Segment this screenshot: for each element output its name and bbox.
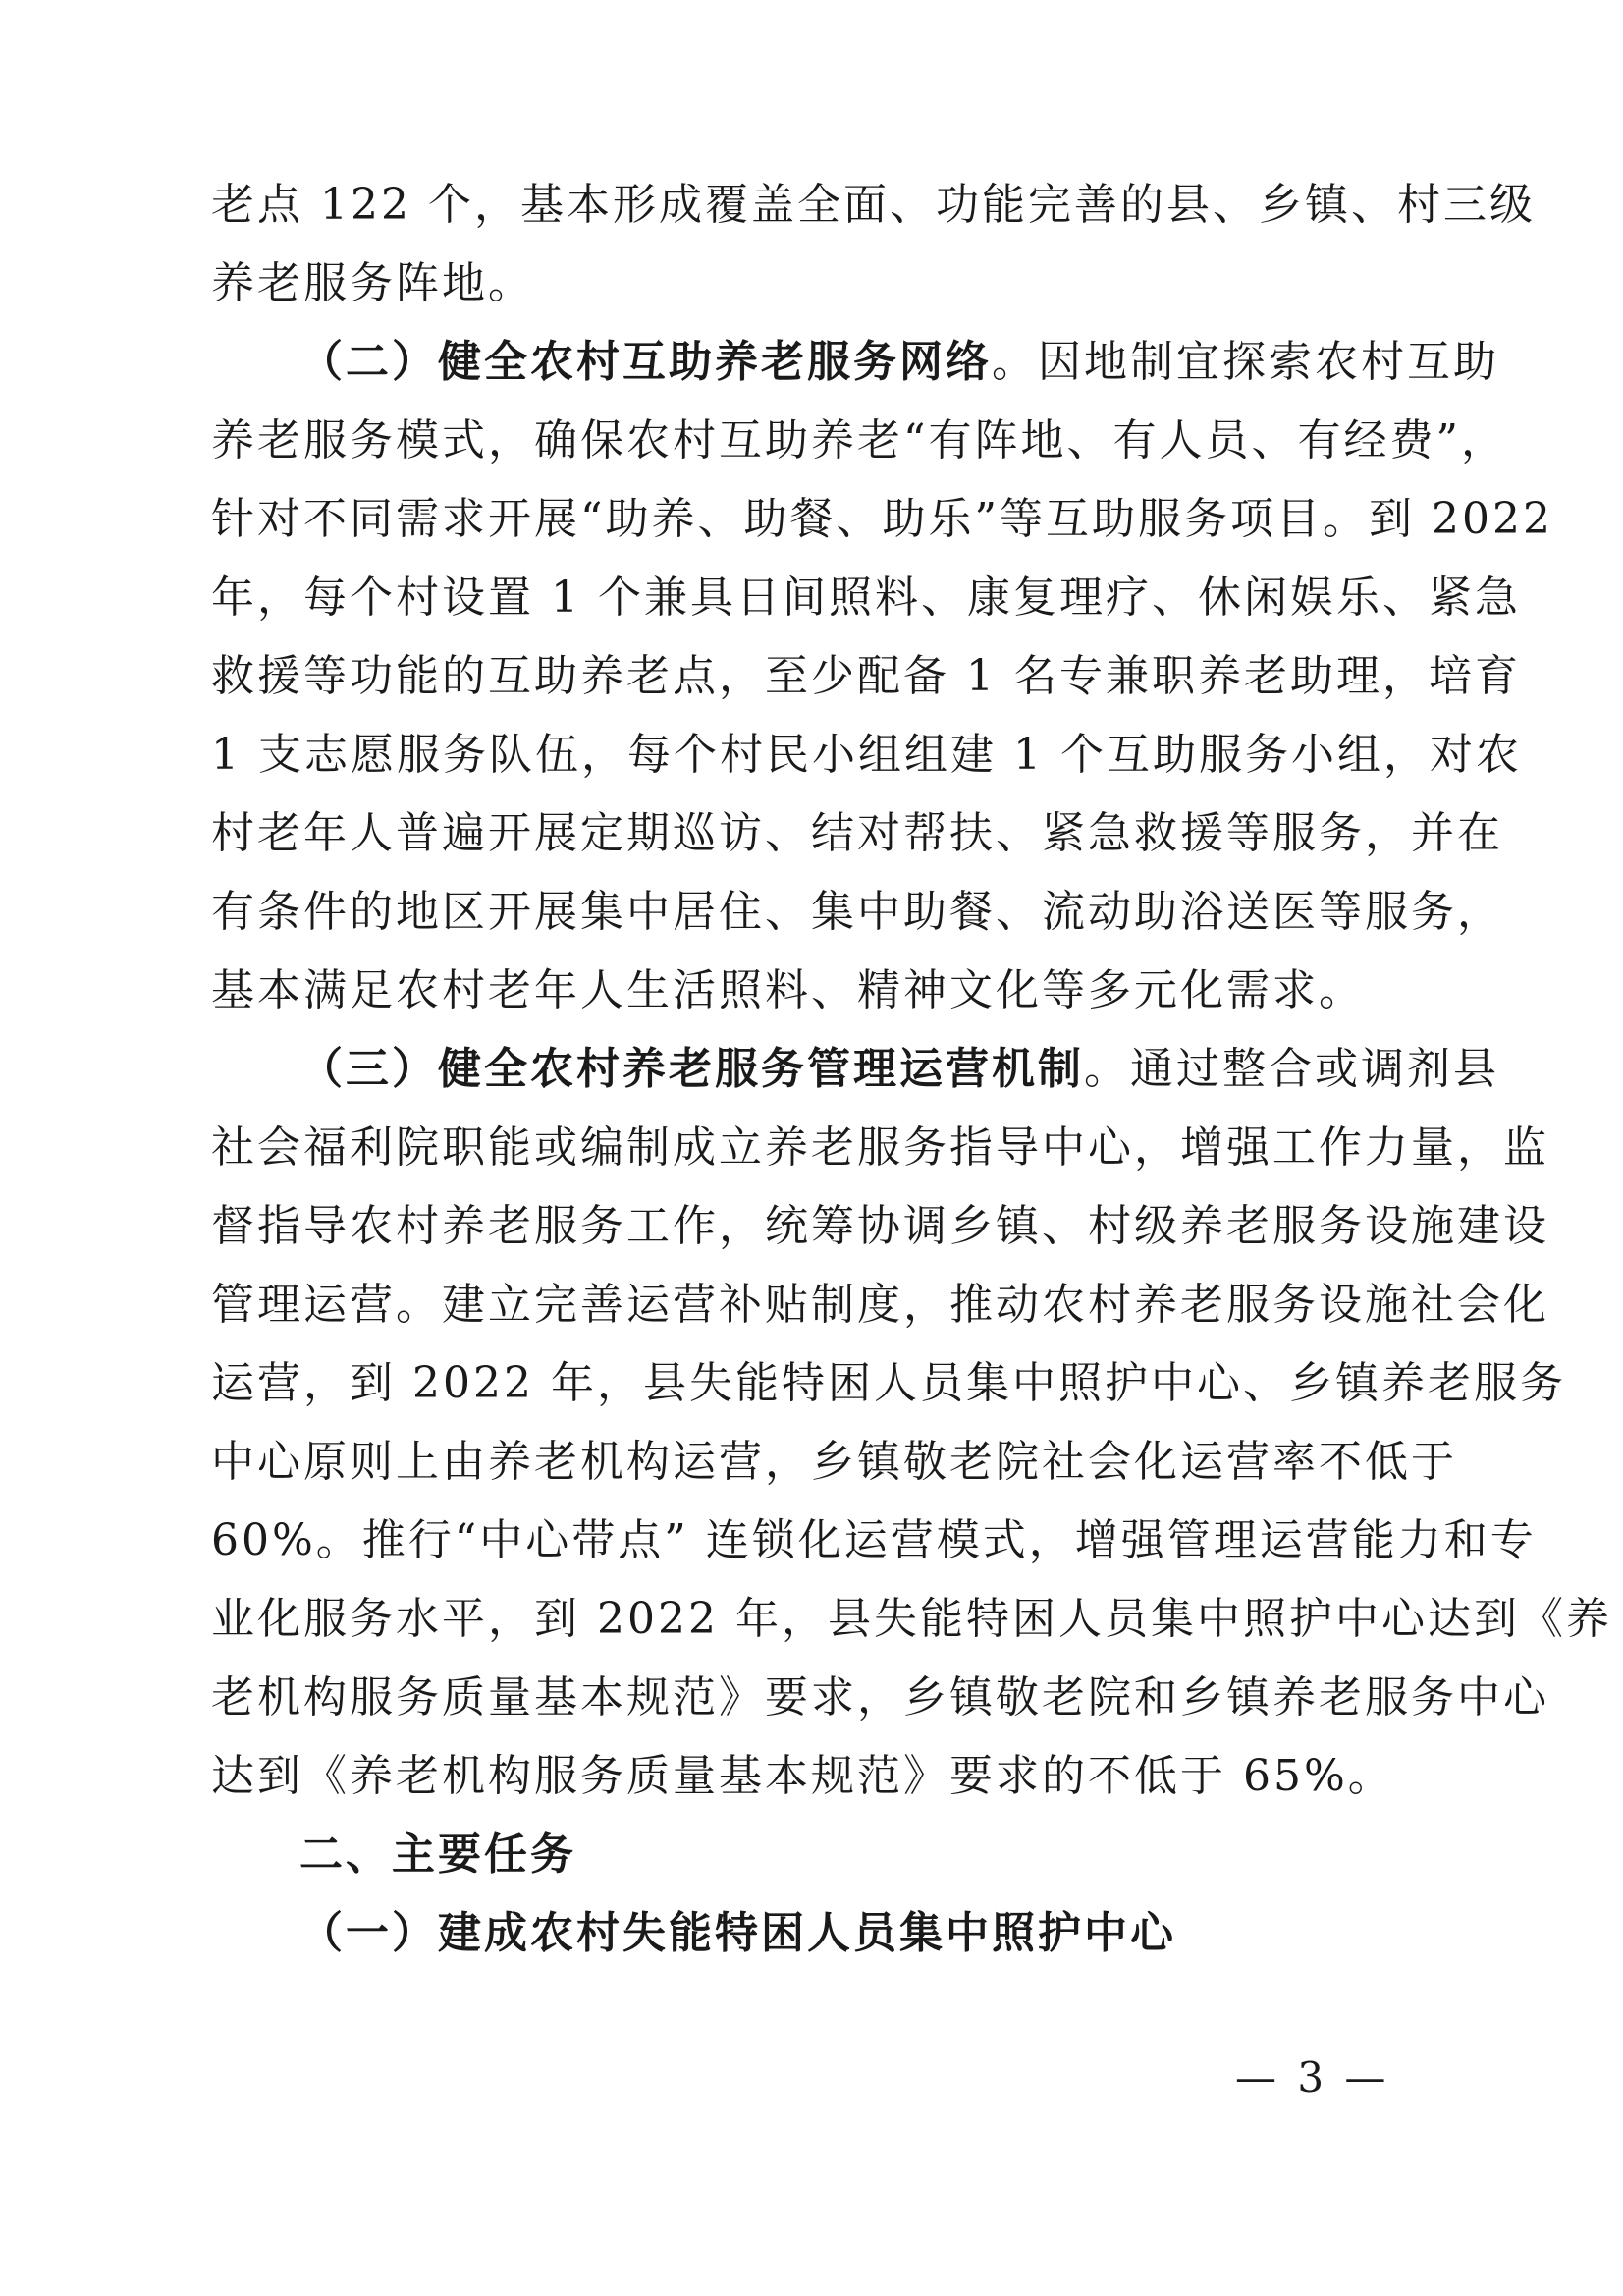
body-line-7: 救援等功能的互助养老点，至少配备 1 名专兼职养老助理，培育 [211,651,1521,701]
body-line-18: 60%。推行“中心带点” 连锁化运营模式，增强管理运营能力和专 [211,1515,1537,1565]
paragraph-3-first-line [299,1044,1517,1095]
body-line-6: 年，每个村设置 1 个兼具日间照料、康复理疗、休闲娱乐、紧急 [211,573,1521,623]
body-line-8: 1 支志愿服务队伍，每个村民小组组建 1 个互助服务小组，对农 [211,730,1522,780]
body-line-16: 运营，到 2022 年，县失能特困人员集中照护中心、乡镇养老服务 [211,1358,1566,1408]
body-line-2: 养老服务阵地。 [211,258,534,308]
paragraph-3-heading: （三）健全农村养老服务管理运营机制 [299,1044,1084,1094]
paragraph-2-lead-text: 。因地制宜探索农村互助 [992,337,1499,387]
body-line-13: 社会福利院职能或编制成立养老服务指导中心，增强工作力量，监 [211,1122,1549,1173]
body-line-15: 管理运营。建立完善运营补贴制度，推动农村养老服务设施社会化 [211,1280,1549,1330]
body-line-20: 老机构服务质量基本规范》要求，乡镇敬老院和乡镇养老服务中心 [211,1672,1549,1722]
subsection-heading: （一）建成农村失能特困人员集中照护中心 [299,1908,1176,1958]
body-line-4: 养老服务模式，确保农村互助养老“有阵地、有人员、有经费”， [211,415,1507,465]
body-line-1: 老点 122 个，基本形成覆盖全面、功能完善的县、乡镇、村三级 [211,180,1536,230]
body-line-5: 针对不同需求开展“助养、助餐、助乐”等互助服务项目。到 2022 [211,494,1553,544]
body-line-21: 达到《养老机构服务质量基本规范》要求的不低于 65%。 [211,1751,1394,1801]
body-line-9: 村老年人普遍开展定期巡访、结对帮扶、紧急救援等服务，并在 [211,808,1503,858]
body-line-14: 督指导农村养老服务工作，统筹协调乡镇、村级养老服务设施建设 [211,1201,1549,1251]
paragraph-2-first-line [299,337,1517,388]
body-line-19: 业化服务水平，到 2022 年，县失能特困人员集中照护中心达到《养 [211,1594,1612,1644]
paragraph-3-lead-text: 。通过整合或调剂县 [1084,1044,1499,1094]
page-number: — 3 — [1235,2053,1390,2102]
paragraph-2-heading: （二）健全农村互助养老服务网络 [299,337,992,387]
body-line-11: 基本满足农村老年人生活照料、精神文化等多元化需求。 [211,965,1365,1015]
body-line-17: 中心原则上由养老机构运营，乡镇敬老院社会化运营率不低于 [211,1437,1457,1487]
section-heading: 二、主要任务 [299,1830,576,1880]
body-line-10: 有条件的地区开展集中居住、集中助餐、流动助浴送医等服务， [211,887,1503,937]
